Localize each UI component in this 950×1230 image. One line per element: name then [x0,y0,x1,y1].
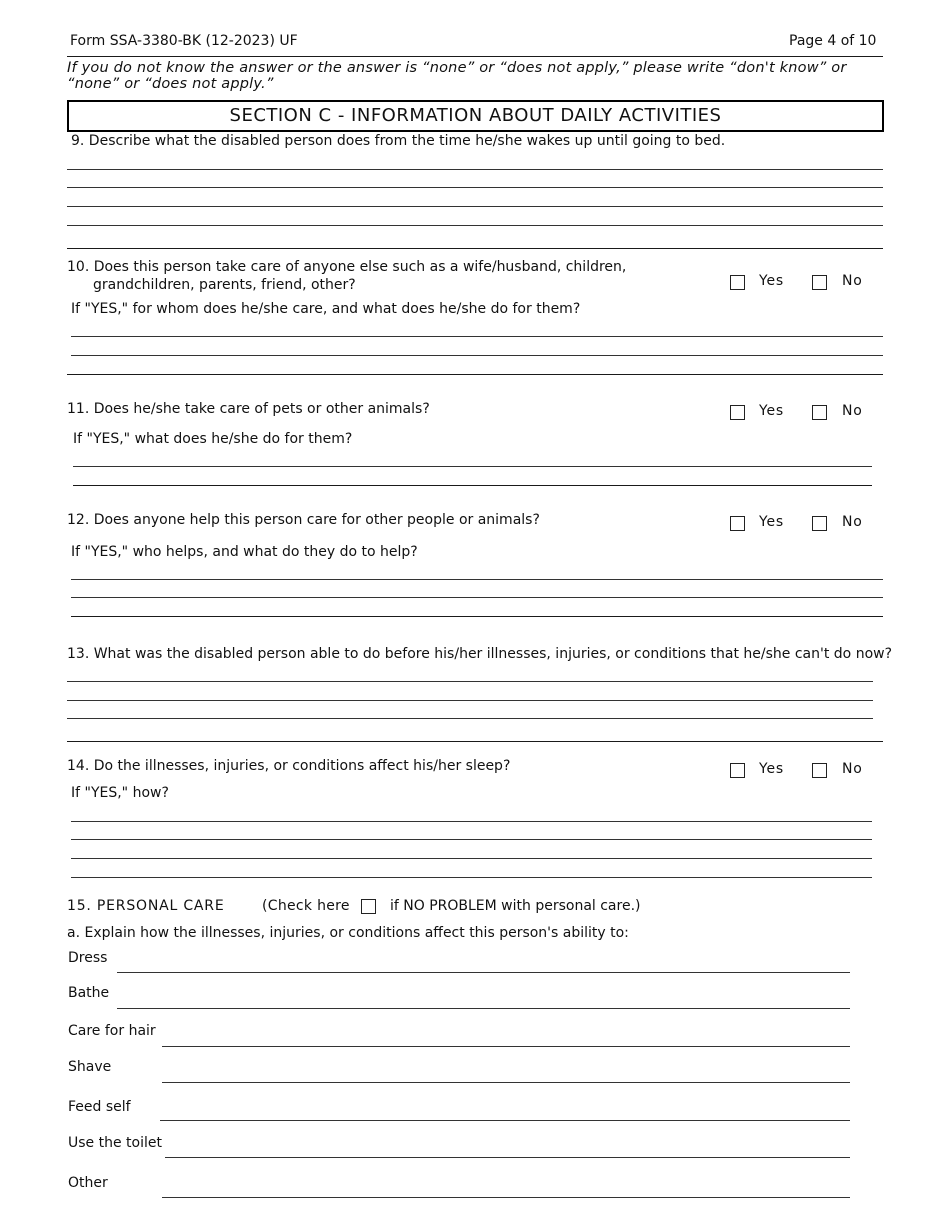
answer-line-14-3[interactable] [71,858,872,859]
form-id: Form SSA-3380-BK (12-2023) UF [70,33,298,49]
question-15a: a. Explain how the illnesses, injuries, or conditions affect this person's ability to: [67,925,629,941]
answer-line-13-3[interactable] [67,718,873,719]
q14-no-checkbox[interactable] [812,763,827,778]
section-divider [71,616,883,617]
question-10: 10. Does this person take care of anyone else such as a wife/husband, children, [67,259,627,275]
q11-no-label: No [842,403,863,419]
answer-line-10-1[interactable] [71,336,883,337]
answer-line-10-2[interactable] [71,355,883,356]
question-13: 13. What was the disabled person able to do before his/her illnesses, injuries, or conditions that he/she can't do now? [67,646,893,662]
answer-line-9-4[interactable] [67,225,883,226]
q12-yes-label: Yes [759,514,784,530]
question-10-cont: grandchildren, parents, friend, other? [93,277,356,293]
q12-no-label: No [842,514,863,530]
section-divider [73,485,872,486]
answer-line-13-2[interactable] [67,700,873,701]
care-label-bathe: Bathe [68,985,110,1001]
q15-check-suffix: if NO PROBLEM with personal care.) [390,898,641,914]
answer-line-14-4[interactable] [71,877,872,878]
question-12: 12. Does anyone help this person care for other people or animals? [67,512,540,528]
answer-line-9-3[interactable] [67,206,883,207]
q11-no-checkbox[interactable] [812,405,827,420]
question-14-followup: If "YES," how? [71,785,169,801]
section-divider [67,374,883,375]
section-divider [67,248,883,249]
q11-yes-checkbox[interactable] [730,405,745,420]
q12-yes-checkbox[interactable] [730,516,745,531]
answer-line-9-2[interactable] [67,187,883,188]
answer-line-hair[interactable] [162,1046,850,1047]
care-label-hair: Care for hair [68,1023,156,1039]
answer-line-12-1[interactable] [71,579,883,580]
section-divider [67,741,883,742]
header-divider [67,56,883,57]
question-15-title: 15. PERSONAL CARE [67,898,225,914]
q10-yes-checkbox[interactable] [730,275,745,290]
answer-line-other[interactable] [162,1197,850,1198]
q15-check-prefix: (Check here [262,898,350,914]
q12-no-checkbox[interactable] [812,516,827,531]
answer-line-9-1[interactable] [67,169,883,170]
q14-yes-checkbox[interactable] [730,763,745,778]
answer-line-dress[interactable] [117,972,850,973]
q11-yes-label: Yes [759,403,784,419]
q10-yes-label: Yes [759,273,784,289]
question-12-followup: If "YES," who helps, and what do they do to help? [71,544,418,560]
answer-line-feed[interactable] [160,1120,850,1121]
q14-no-label: No [842,761,863,777]
care-label-dress: Dress [68,950,108,966]
answer-line-bathe[interactable] [117,1008,850,1009]
answer-line-12-2[interactable] [71,597,883,598]
answer-line-13-1[interactable] [67,681,873,682]
question-11: 11. Does he/she take care of pets or other animals? [67,401,430,417]
answer-line-toilet[interactable] [165,1157,850,1158]
care-label-other: Other [68,1175,108,1191]
question-14: 14. Do the illnesses, injuries, or conditions affect his/her sleep? [67,758,511,774]
q14-yes-label: Yes [759,761,784,777]
q10-no-label: No [842,273,863,289]
question-10-followup: If "YES," for whom does he/she care, and what does he/she do for them? [71,301,581,317]
answer-line-11-1[interactable] [73,466,872,467]
care-label-shave: Shave [68,1059,112,1075]
page-number: Page 4 of 10 [789,33,877,49]
instructions-note: If you do not know the answer or the answer is “none” or “does not apply,” please write “don't know” or “none” or “does not apply.” [67,60,847,92]
section-title: SECTION C - INFORMATION ABOUT DAILY ACTIVITIES [67,100,884,132]
care-label-feed: Feed self [68,1099,131,1115]
question-11-followup: If "YES," what does he/she do for them? [73,431,353,447]
answer-line-shave[interactable] [162,1082,850,1083]
answer-line-14-2[interactable] [71,839,872,840]
no-problem-personal-care-checkbox[interactable] [361,899,376,914]
care-label-toilet: Use the toilet [68,1135,162,1151]
answer-line-14-1[interactable] [71,821,872,822]
question-9: 9. Describe what the disabled person does from the time he/she wakes up until going to bed. [71,133,726,149]
q10-no-checkbox[interactable] [812,275,827,290]
